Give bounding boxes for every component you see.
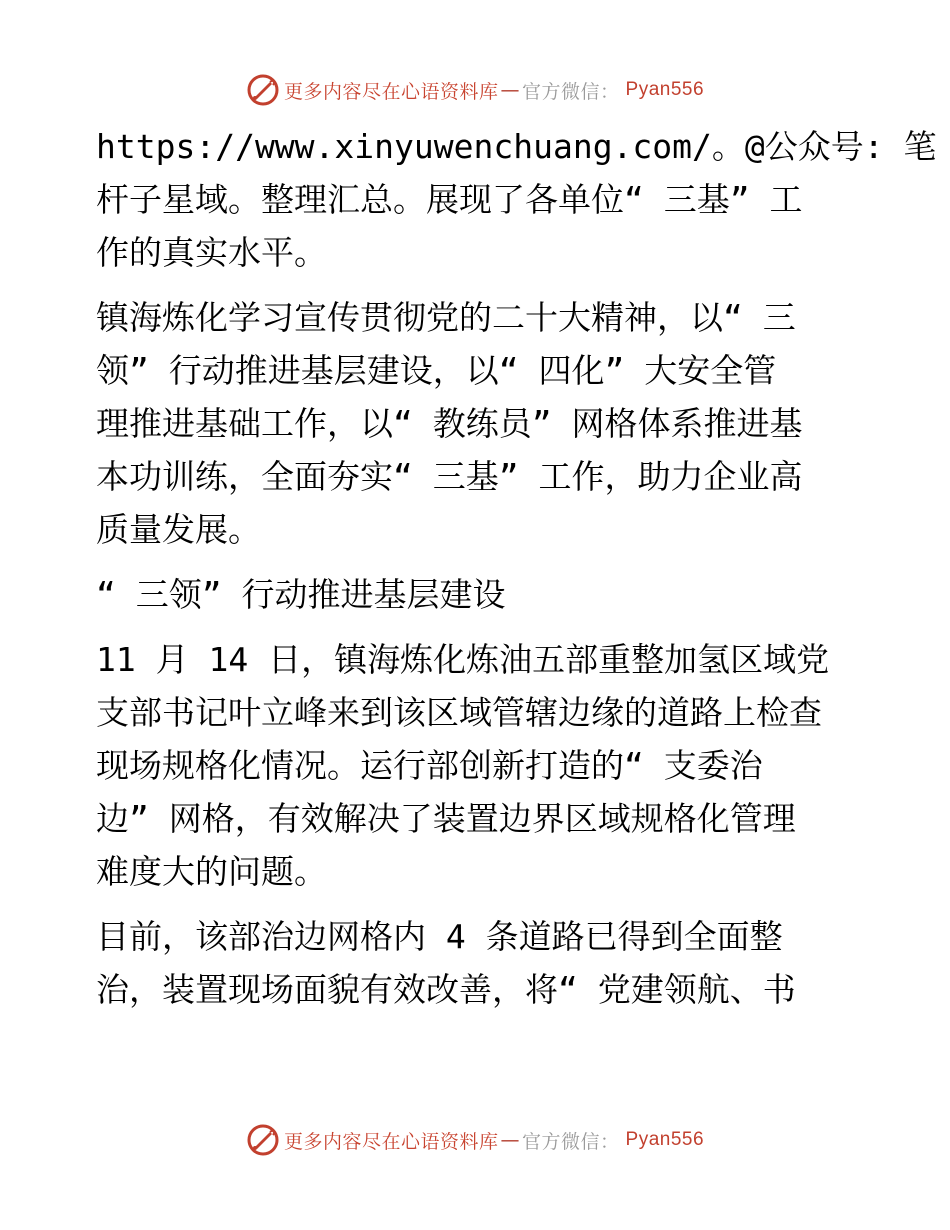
text-line: 现场规格化情况。运行部创新打造的“ 支委治 — [96, 746, 763, 785]
watermark-separator: — — [500, 1129, 520, 1151]
footer-watermark — [0, 1120, 950, 1160]
text-line: https://www.xinyuwenchuang.com/。@公众号: 笔 — [96, 127, 937, 166]
document-body — [96, 120, 937, 1028]
watermark-colon: ： — [600, 1130, 620, 1153]
paragraph-intro — [96, 120, 937, 279]
text-line: 治，装置现场面貌有效改善，将“ 党建领航、书 — [96, 970, 796, 1009]
text-line: 难度大的问题。 — [96, 852, 327, 891]
watermark-text: 更多内容尽在心语资料库 — [283, 80, 499, 103]
watermark-colon: ： — [600, 80, 620, 103]
paragraph-case — [96, 633, 856, 898]
quill-logo-icon — [246, 73, 280, 107]
text-line: 理推进基础工作，以“ 教练员” 网格体系推进基 — [96, 404, 803, 443]
text-line: 作的真实水平。 — [96, 233, 327, 272]
text-line: 支部书记叶立峰来到该区域管辖边缘的道路上检查 — [96, 693, 822, 732]
paragraph-summary — [96, 291, 856, 556]
section-heading — [96, 568, 856, 621]
text-line: 本功训练，全面夯实“ 三基” 工作，助力企业高 — [96, 457, 803, 496]
quill-logo-icon — [246, 1123, 280, 1157]
watermark-separator: — — [500, 79, 520, 101]
text-line: 11 月 14 日，镇海炼化炼油五部重整加氢区域党 — [96, 640, 830, 679]
heading-line: “ 三领” 行动推进基层建设 — [96, 575, 506, 614]
text-line: 杆子星域。整理汇总。展现了各单位“ 三基” 工 — [96, 180, 803, 219]
text-line: 镇海炼化学习宣传贯彻党的二十大精神，以“ 三 — [96, 298, 796, 337]
watermark-text: 更多内容尽在心语资料库 — [283, 1130, 499, 1153]
text-line: 目前，该部治边网格内 4 条道路已得到全面整 — [96, 917, 783, 956]
text-line: 领” 行动推进基层建设，以“ 四化” 大安全管 — [96, 351, 777, 390]
paragraph-progress — [96, 910, 856, 1016]
watermark-wechat-id: Pyan556 — [625, 1129, 705, 1150]
header-watermark — [0, 70, 950, 110]
text-line: 边” 网格，有效解决了装置边界区域规格化管理 — [96, 799, 796, 838]
watermark-wechat-label: 官方微信 — [521, 1130, 600, 1153]
text-line: 质量发展。 — [96, 510, 261, 549]
watermark-wechat-id: Pyan556 — [625, 79, 705, 100]
watermark-wechat-label: 官方微信 — [521, 80, 600, 103]
